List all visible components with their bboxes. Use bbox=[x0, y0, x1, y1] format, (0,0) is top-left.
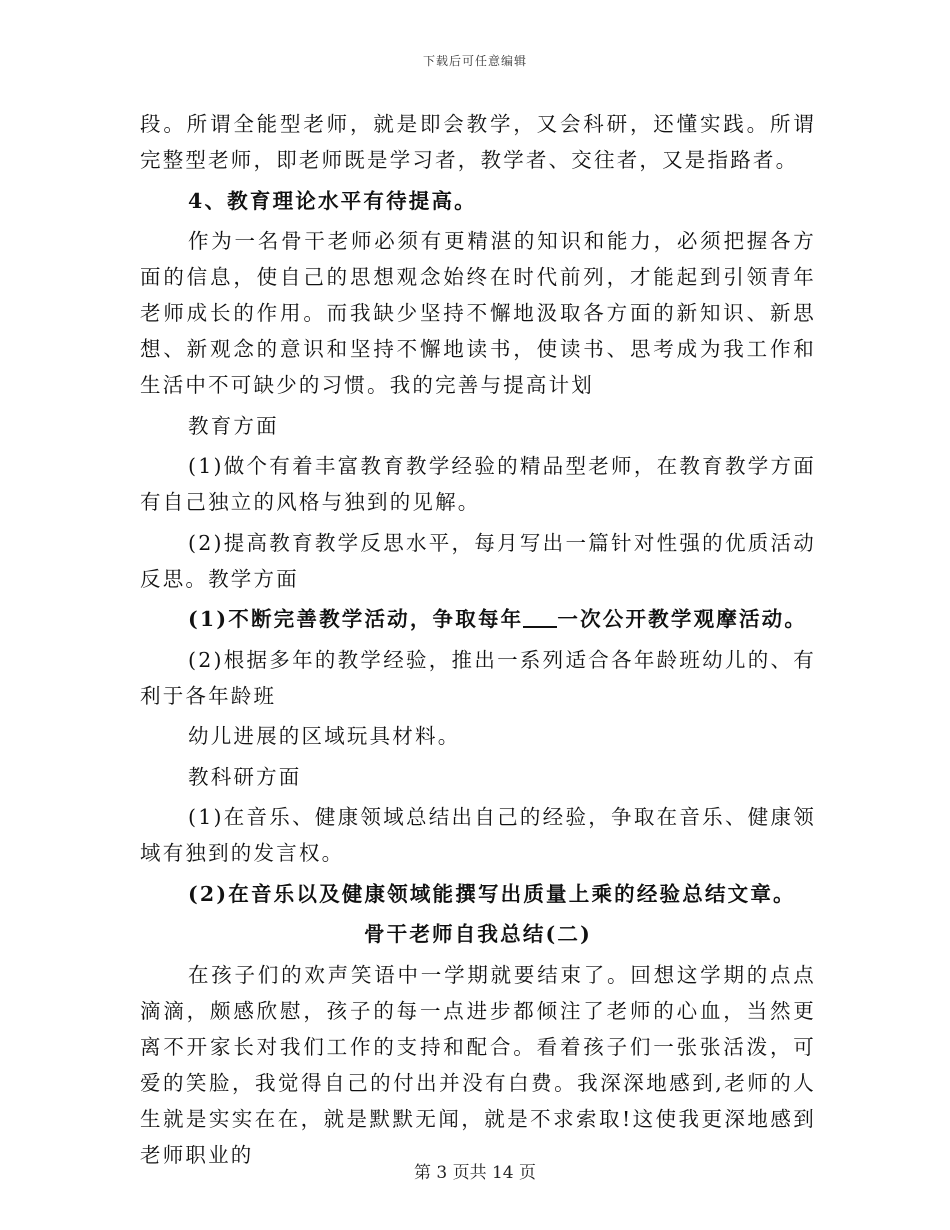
document-body bbox=[140, 106, 816, 1177]
paragraph-item-continuation: 幼儿进展的区域玩具材料。 bbox=[188, 724, 461, 748]
section-heading-4: 4、教育理论水平有待提高。 bbox=[188, 188, 477, 213]
paragraph-body: 在孩子们的欢声笑语中一学期就要结束了。回想这学期的点点滴滴，颇感欣慰，孩子的每一点进步都倾注了老师的心血，当然更离不开家长对我们工作的支持和配合。看着孩子们一张张活泼，可爱的笑脸，我觉得自己的付出并没有白费。我深深地感到,老师的人生就是实实在在，就是默默无闻，就是不求索取!这使我更深地感到老师职业的 bbox=[140, 962, 816, 1167]
section-title: 骨干老师自我总结(二) bbox=[363, 922, 593, 946]
paragraph-item: (2)提高教育教学反思水平，每月写出一篇针对性强的优质活动反思。教学方面 bbox=[140, 530, 816, 591]
subheading-research: 教科研方面 bbox=[188, 764, 302, 789]
paragraph-item: (2)根据多年的教学经验，推出一系列适合各年龄班幼儿的、有利于各年龄班 bbox=[140, 647, 816, 708]
text-after-blank: 一次公开教学观摩活动。 bbox=[557, 607, 808, 631]
paragraph-continuation: 段。所谓全能型老师，就是即会教学，又会科研，还懂实践。所谓完整型老师，即老师既是学习者，教学者、交往者，又是指路者。 bbox=[140, 112, 816, 172]
fill-in-blank bbox=[523, 604, 557, 628]
paragraph-body: 作为一名骨干老师必须有更精湛的知识和能力，必须把握各方面的信息，使自己的思想观念始终在时代前列，才能起到引领青年老师成长的作用。而我缺少坚持不懈地汲取各方面的新知识、新思想、新观念的意识和坚持不懈地读书，使读书、思考成为我工作和生活中不可缺少的习惯。我的完善与提高计划 bbox=[140, 229, 816, 397]
paragraph-item: (1)在音乐、健康领域总结出自己的经验，争取在音乐、健康领域有独到的发言权。 bbox=[140, 805, 816, 865]
paragraph-item-bold: (2)在音乐以及健康领域能撰写出质量上乘的经验总结文章。 bbox=[188, 881, 796, 906]
paragraph-item: (1)做个有着丰富教育教学经验的精品型老师，在教育教学方面有自己独立的风格与独到的见解。 bbox=[140, 454, 816, 514]
paragraph-item-bold bbox=[140, 601, 816, 637]
subheading-education: 教育方面 bbox=[188, 413, 279, 438]
page-header: 下载后可任意编辑 bbox=[422, 54, 527, 68]
page-footer: 第 3 页共 14 页 bbox=[413, 1163, 537, 1183]
text-before-blank: (1)不断完善教学活动，争取每年 bbox=[188, 607, 524, 631]
